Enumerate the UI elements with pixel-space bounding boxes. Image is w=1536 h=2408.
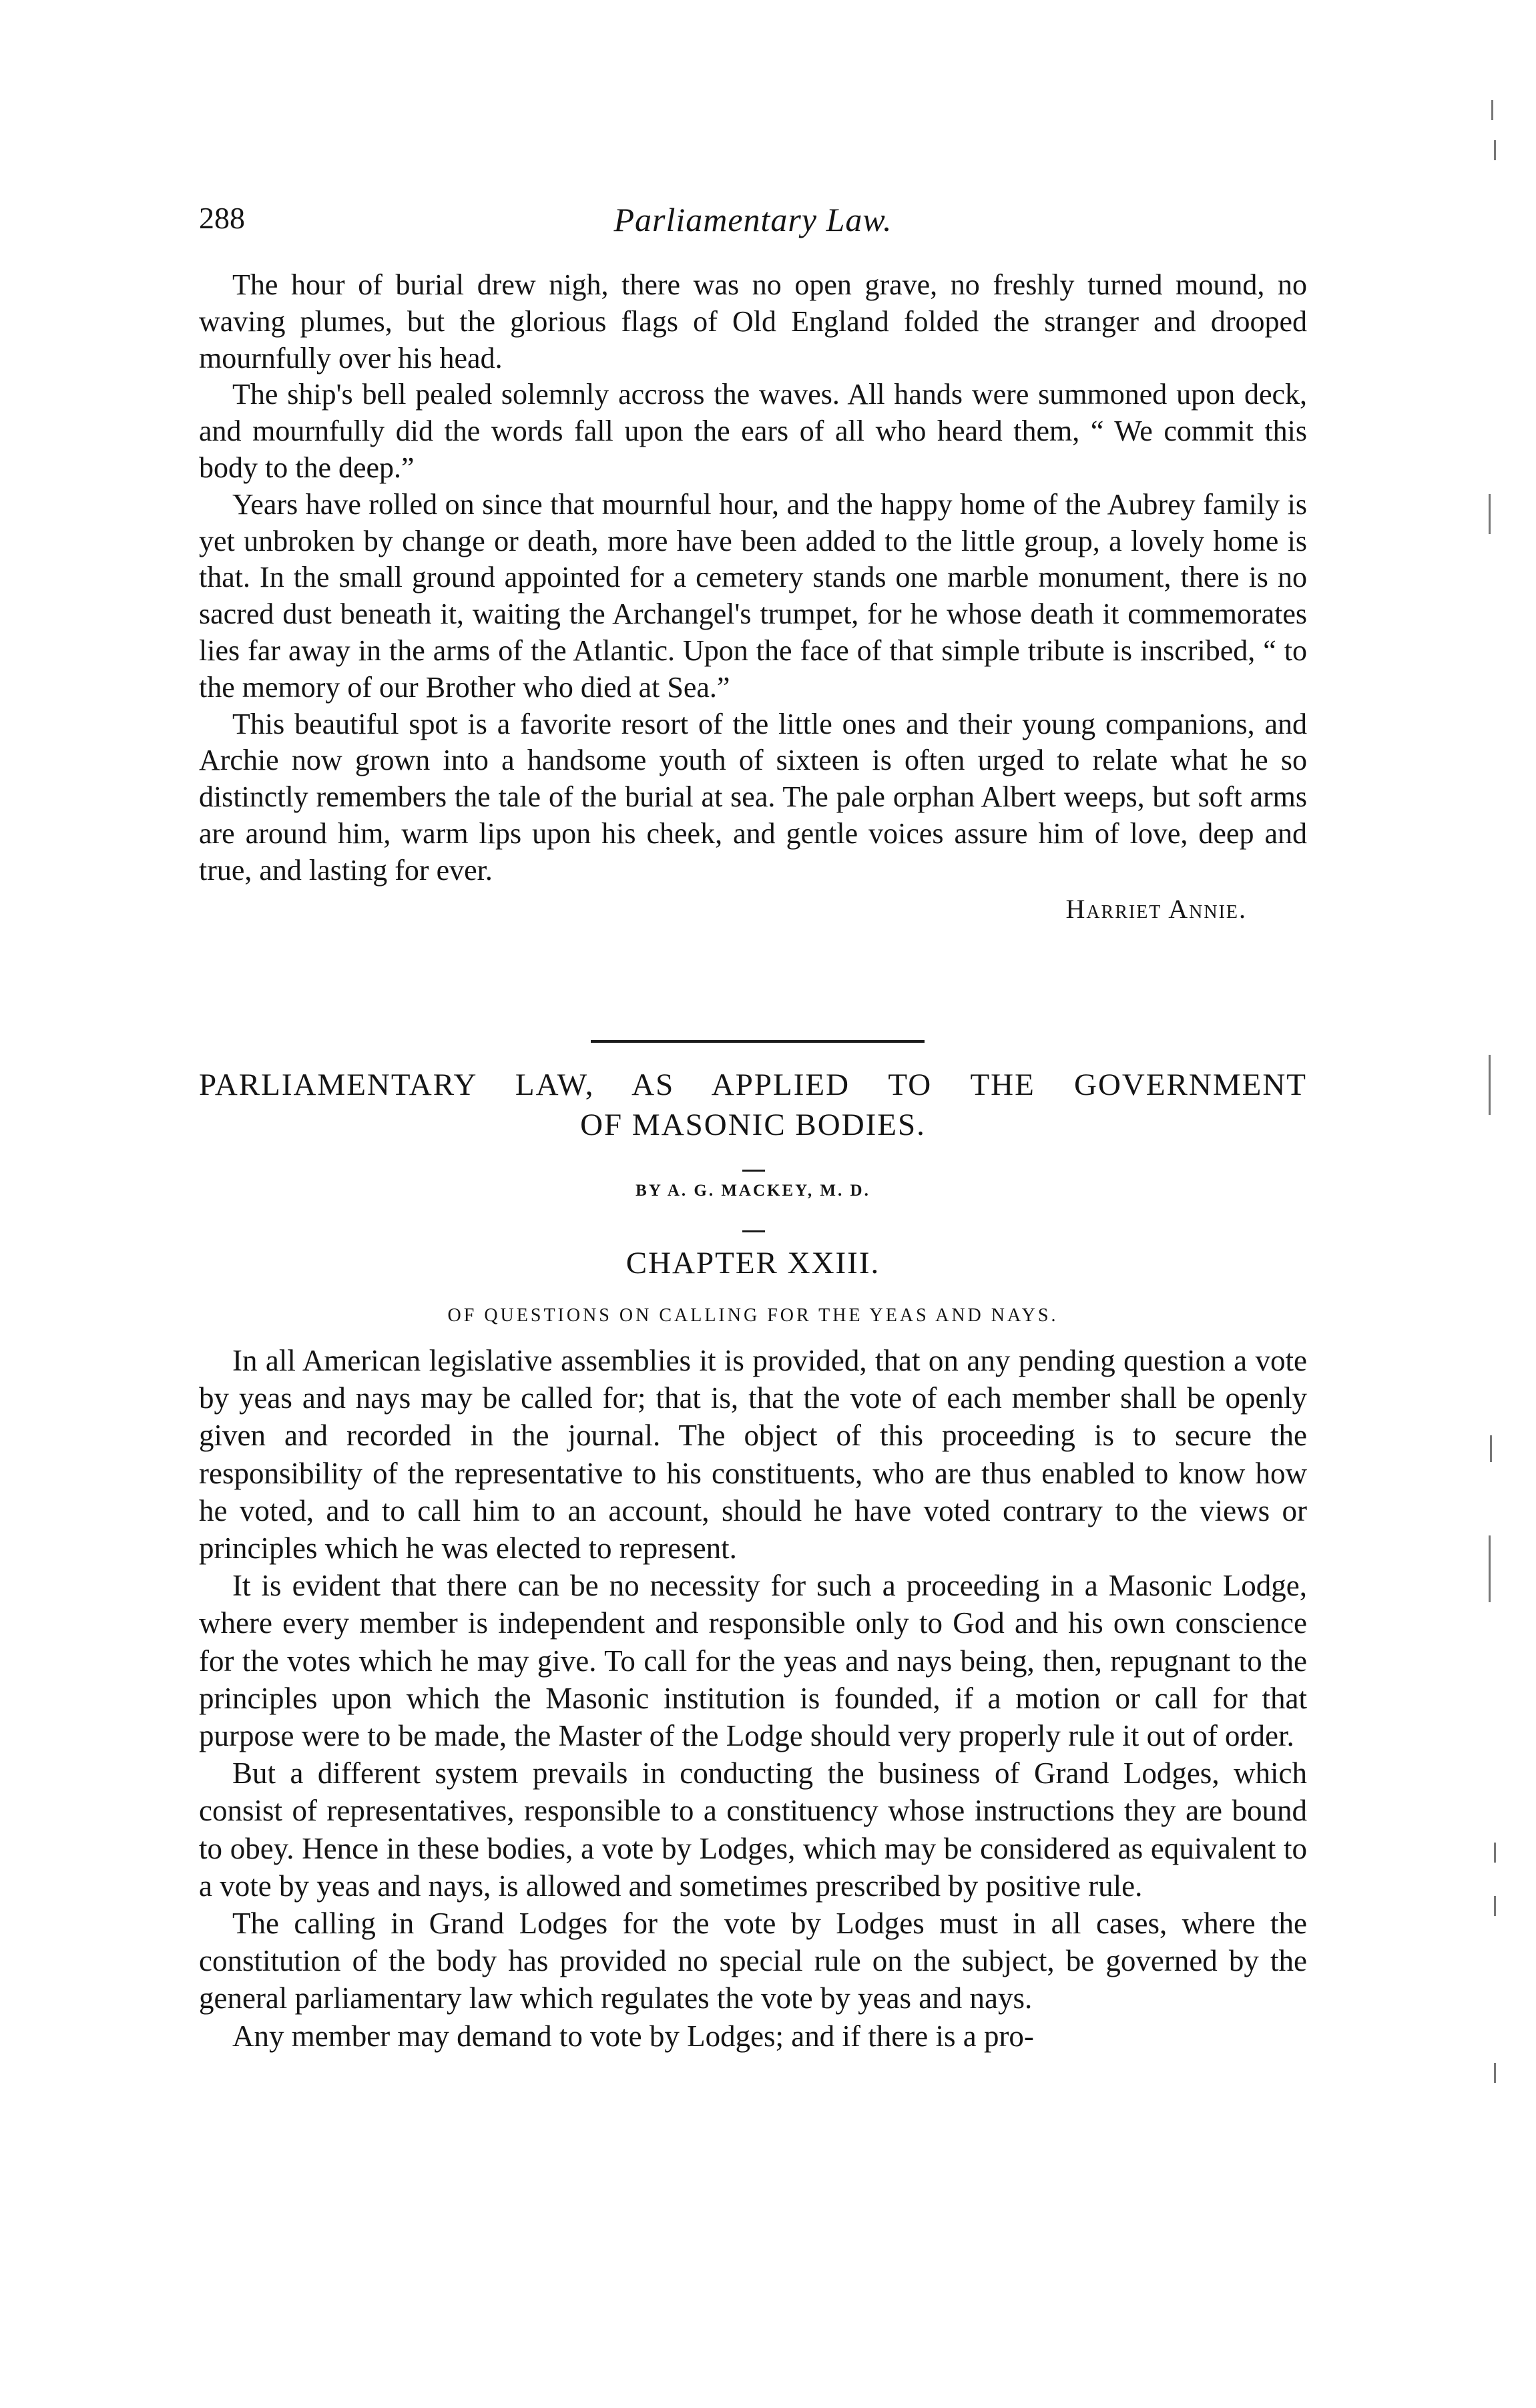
scan-mark bbox=[1489, 494, 1491, 534]
article-title-line-2: OF MASONIC BODIES. bbox=[580, 1108, 926, 1142]
scan-mark bbox=[1494, 2063, 1496, 2083]
scan-mark bbox=[1490, 1435, 1492, 1462]
chapter-subheading: OF QUESTIONS ON CALLING FOR THE YEAS AND NAYS. bbox=[447, 1305, 1059, 1326]
title-short-rule bbox=[742, 1170, 765, 1172]
scan-mark bbox=[1489, 1055, 1491, 1115]
margin-scan-marks bbox=[1489, 0, 1515, 2408]
running-title: Parliamentary Law. bbox=[613, 201, 892, 238]
page-number: 288 bbox=[199, 201, 245, 235]
scan-mark bbox=[1494, 1896, 1496, 1916]
scan-mark bbox=[1494, 1843, 1496, 1863]
chapter-heading: CHAPTER XXIII. bbox=[625, 1246, 880, 1280]
article-body bbox=[199, 1342, 1307, 2055]
article-paragraph-4: The calling in Grand Lodges for the vote by Lodges must in all cases, where the constitution of the body has provided no special rule on the subject, be governed by the general parliamentary law which regulates the vote by yeas and nays. bbox=[199, 1907, 1307, 2015]
story-section bbox=[199, 267, 1307, 925]
story-signature: Harriet Annie. bbox=[1065, 893, 1247, 924]
article-paragraph-1: In all American legislative assemblies it is provided, that on any pending question a vote by yeas and nays may be called for; that is, that the vote of each member shall be openly given and recorded in the journal. The object of this proceeding is to secure the responsibility of the representative to his constituents, who are thus enabled to know how he voted, and to call him to an account, should he have voted contrary to the views or principles which he was elected to represent. bbox=[199, 1344, 1307, 1566]
section-divider bbox=[591, 1040, 925, 1043]
article-byline: BY A. G. MACKEY, M. D. bbox=[635, 1182, 870, 1200]
story-paragraph-2: The ship's bell pealed solemnly accross the waves. All hands were summoned upon deck, and mournfully did the words fall upon the ears of all who heard them, “ We commit this body to the deep.” bbox=[199, 378, 1307, 484]
byline-short-rule bbox=[742, 1230, 765, 1232]
scan-mark bbox=[1491, 100, 1493, 120]
page-header bbox=[199, 200, 1307, 247]
article-title bbox=[199, 1065, 1307, 1145]
article-paragraph-5: Any member may demand to vote by Lodges; and if there is a pro- bbox=[232, 2019, 1034, 2053]
story-paragraph-1: The hour of burial drew nigh, there was no open grave, no freshly turned mound, no waving plumes, but the glorious flags of Old England folded the stranger and drooped mournfully over his head. bbox=[199, 268, 1307, 375]
article-paragraph-3: But a different system prevails in conducting the business of Grand Lodges, which consist of representatives, responsible to a constituency whose instructions they are bound to obey. Hence in these bodies, a vote by Lodges, which may be considered as equivalent to a vote by yeas and nays, is allowed and sometimes prescribed by positive rule. bbox=[199, 1756, 1307, 1903]
story-paragraph-3: Years have rolled on since that mournful hour, and the happy home of the Aubrey family is yet unbroken by change or death, more have been added to the little group, a lovely home is that. In the small ground appointed for a cemetery stands one marble monument, there is no sacred dust beneath it, waiting the Archangel's trumpet, for he whose death it commemorates lies far away in the arms of the Atlantic. Upon the face of that simple tribute is inscribed, “ to the memory of our Brother who died at Sea.” bbox=[199, 487, 1307, 704]
story-paragraph-4: This beautiful spot is a favorite resort of the little ones and their young companions, and Archie now grown into a handsome youth of sixteen is often urged to relate what he so distinctly remembers the tale of the burial at sea. The pale orphan Albert weeps, but soft arms are around him, warm lips upon his cheek, and gentle voices assure him of love, deep and true, and lasting for ever. bbox=[199, 707, 1307, 887]
article-title-line-1: PARLIAMENTARY LAW, AS APPLIED TO THE GOVERNMENT bbox=[199, 1067, 1307, 1102]
scan-mark bbox=[1489, 1535, 1491, 1602]
scan-mark bbox=[1494, 140, 1496, 160]
article-paragraph-2: It is evident that there can be no necessity for such a proceeding in a Masonic Lodge, where every member is independent and responsible only to God and his own conscience for the votes which he may give. To call for the yeas and nays being, then, repugnant to the principles upon which the Masonic institution is founded, if a motion or call for that purpose were to be made, the Master of the Lodge should very properly rule it out of order. bbox=[199, 1569, 1307, 1753]
